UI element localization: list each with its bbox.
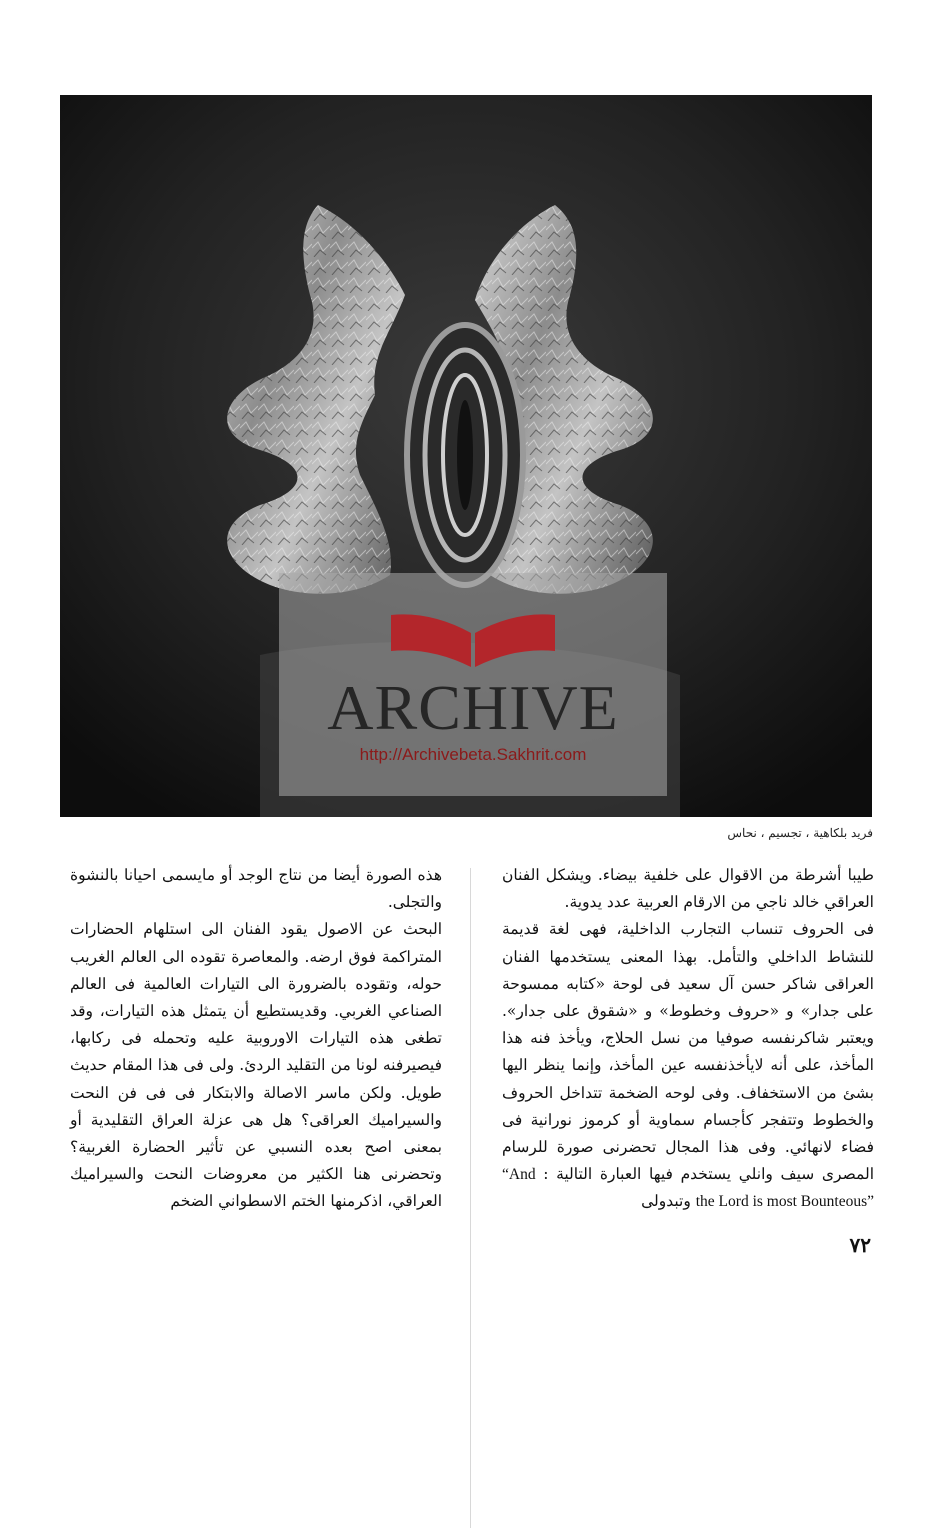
article-right-column — [502, 862, 874, 1216]
archive-watermark — [279, 573, 667, 796]
page-number: ٧٢ — [849, 1233, 871, 1257]
figure-caption: فريد بلكاهية ، تجسيم ، نحاس — [727, 826, 873, 840]
paragraph: البحث عن الاصول يقود الفنان الى استلهام الحضارات المتراكمة فوق ارضه. والمعاصرة تقوده الى العالم الغريب حوله، وتقوده بالضرورة الى التيارات العالمية فى العالم الصناعي الغربي. وقديستطيع أن يتمثل هذه التيارات، وقد تطغى هذه التيارات الاوروبية عليه وتحمله فى ركابها، فيصيرفنه لونا من التقليد الردئ. ولى فى هذا المقام حديث طويل. ولكن ماسر الاصالة والابتكار فى فى فن النحت والسيراميك العراقى؟ هل هى عزلة العراق التقليدية أو بمعنى اصح بعده النسبي عن تأثير الحضارة الغربية؟ وتحضرنى هنا الكثير من معروضات النحت والسيراميك العراقي، اذكرمنها الختم الاسطواني الضخم — [70, 920, 442, 1211]
paragraph: طيبا أشرطة من الاقوال على خلفية بيضاء. ويشكل الفنان العراقي خالد ناجي من الارقام العربية عدد يدوية. — [502, 866, 874, 912]
paragraph: هذه الصورة أيضا من نتاج الوجد أو مايسمى احيانا بالنشوة والتجلى. — [70, 866, 442, 912]
english-quote: “And the Lord is most Bounteous” — [502, 1166, 874, 1211]
paragraph: فى الحروف تنساب التجارب الداخلية، فهى لغة قديمة للنشاط الداخلي والتأمل. بهذا المعنى يستخدمها الفنان العراقى شاكر حسن آل سعيد فى لوحة «كتابه ممسوحة على جدار» و «حروف وخطوط» و «شقوق على جدار». ويعتبر شاكرنفسه صوفيا من نسل الحلاج، ويأخذ فنه هذا المأخذ، على أنه لايأخذنفسه عين المأخذ، وإنما ينظر اليها بشئ من الاستخفاف. وفى لوحه الضخمة تتداخل الحروف والخطوط وتتفجر كأجسام سماوية أو كرموز نورانية فى فضاء لانهائي. وفى هذا المجال تحضرنى صورة للرسام المصرى سيف وانلي يستخدم فيها العبارة التالية : “And the Lord is most Bounteous” وتبدولى — [502, 920, 874, 1211]
watermark-url: http://Archivebeta.Sakhrit.com — [359, 745, 587, 764]
quote-tail: وتبدولى — [641, 1192, 691, 1211]
article-left-column — [70, 862, 442, 1216]
watermark-title: ARCHIVE — [327, 672, 619, 743]
column-divider — [470, 868, 471, 1528]
open-book-icon — [387, 611, 559, 671]
